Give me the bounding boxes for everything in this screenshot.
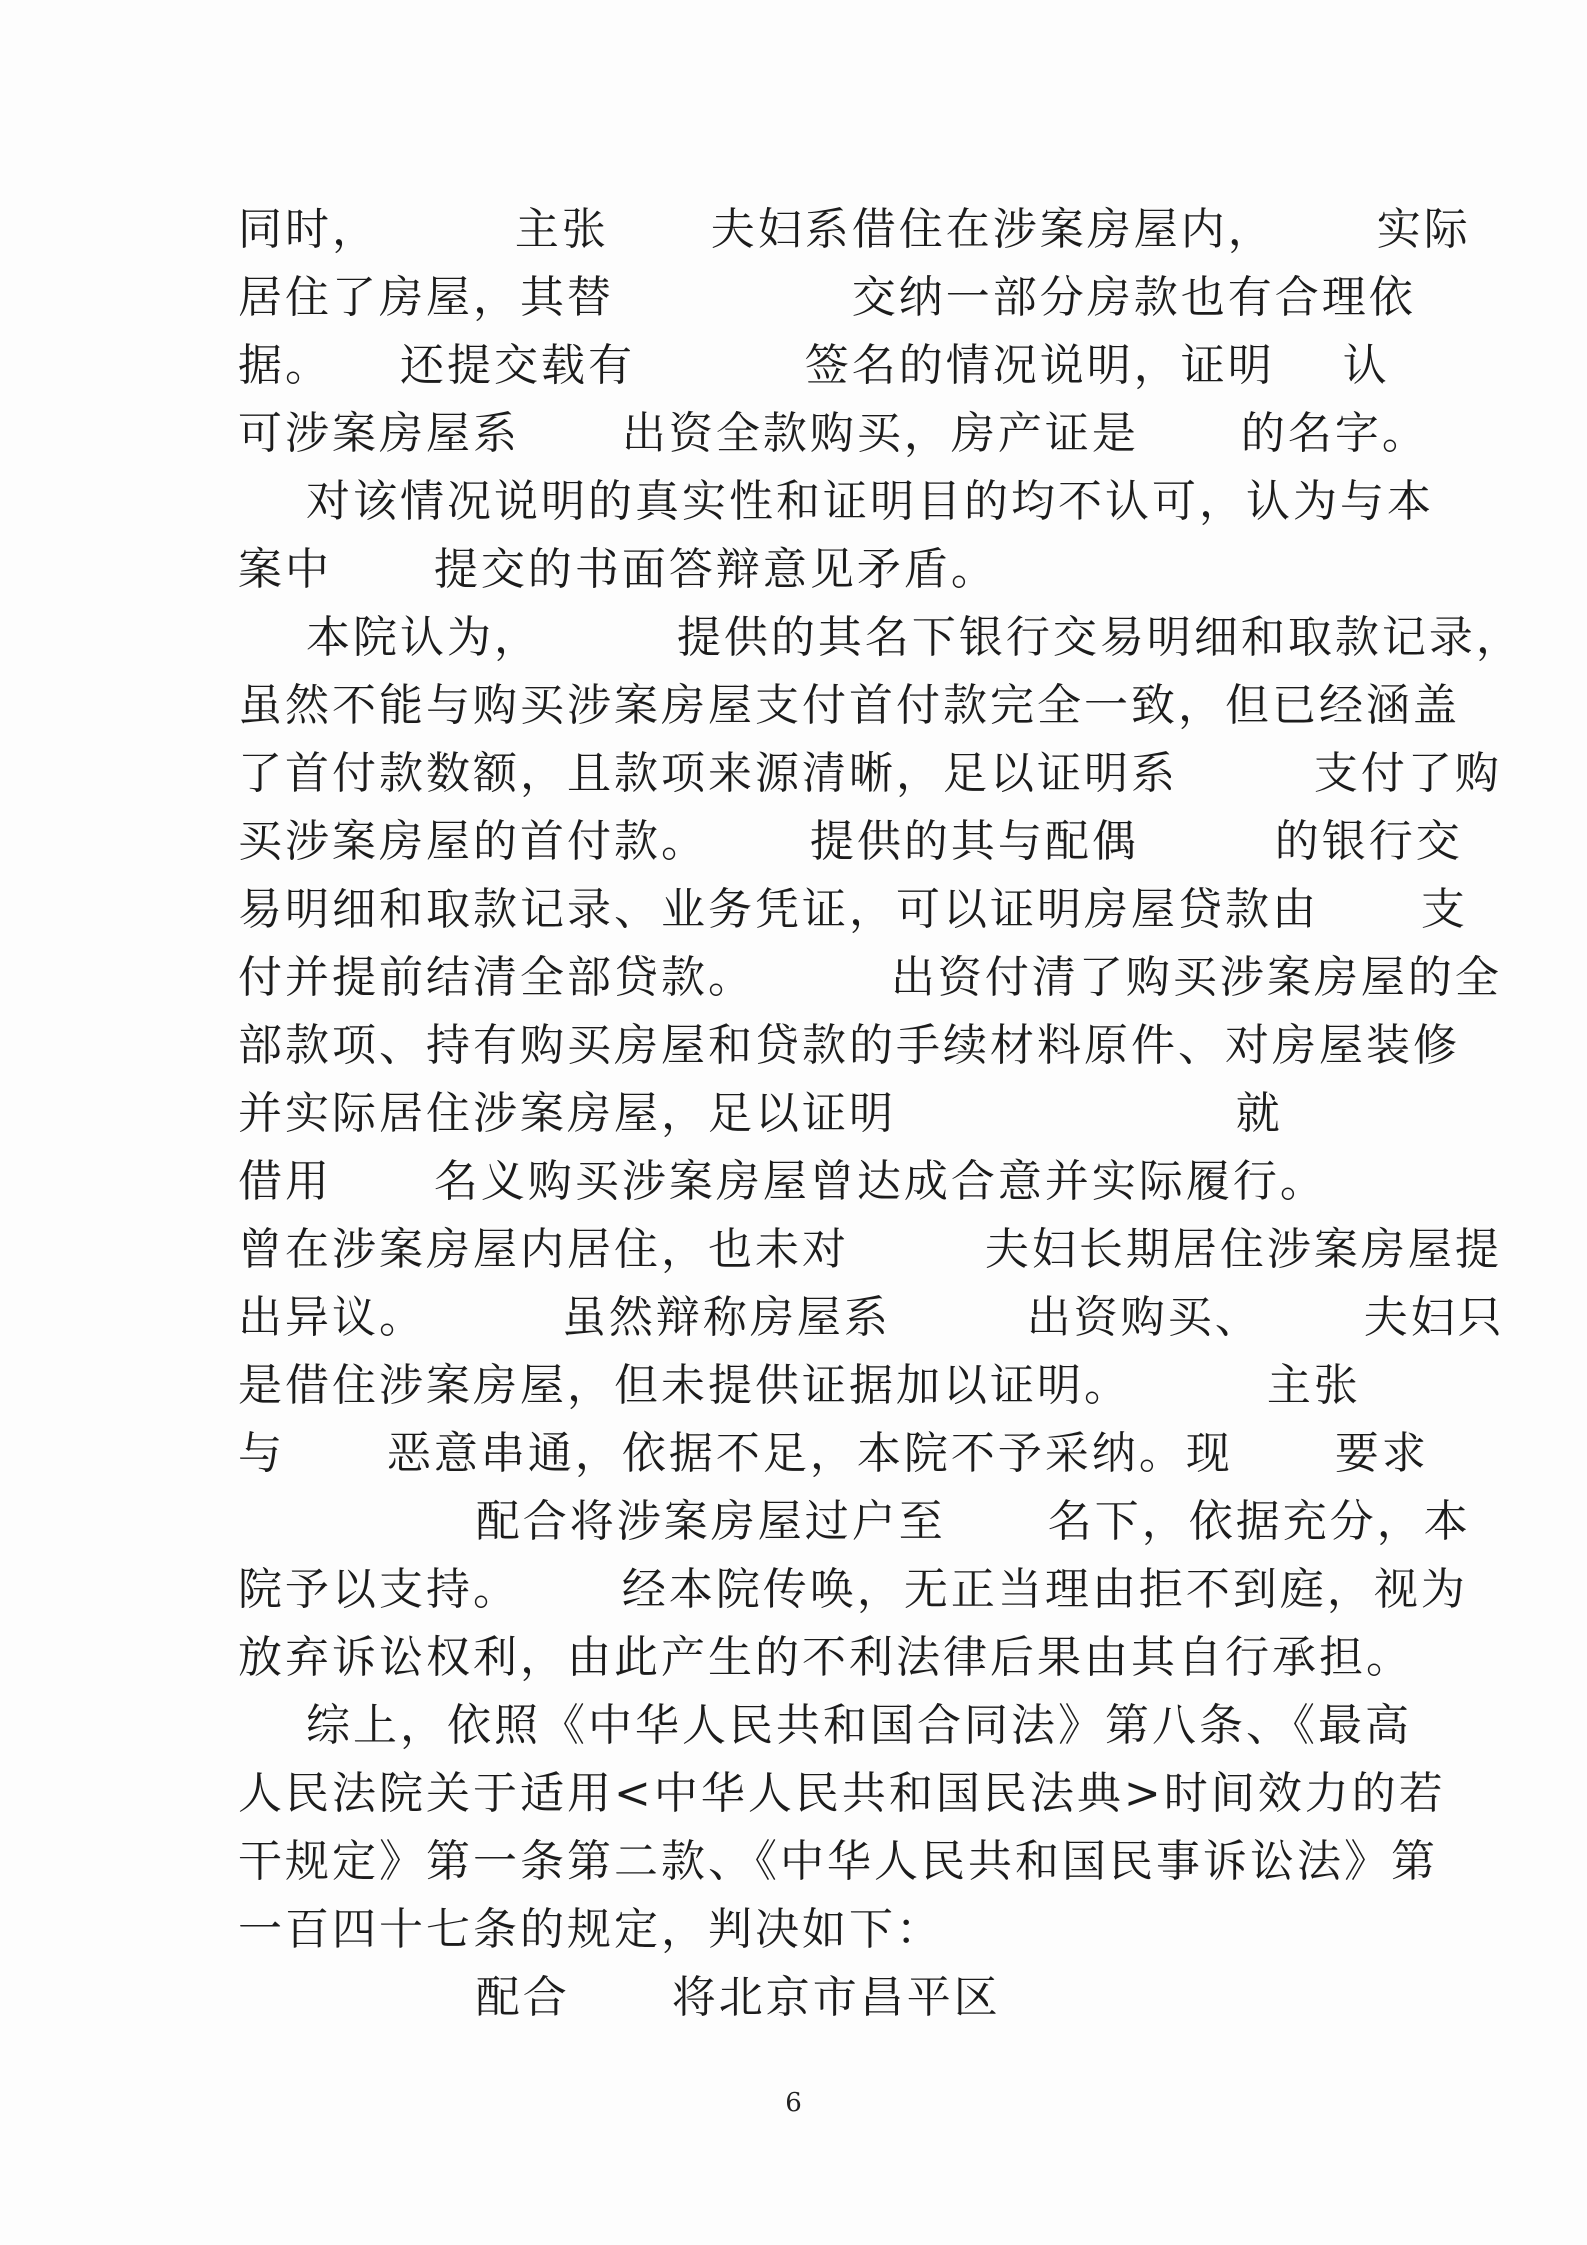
text-line: 与 恶意串通，依据不足，本院不予采纳。现 要求 [238,1428,1429,1479]
text-line: 同时， 主张 夫妇系借住在涉案房屋内， 实际 [238,204,1471,255]
text-line: 综上，依照《中华人民共和国合同法》第八条、《最高 [238,1700,1412,1751]
text-line: 据。 还提交载有 签名的情况说明，证明 认 [238,340,1390,391]
text-line: 院予以支持。 经本院传唤，无正当理由拒不到庭，视为 [238,1564,1468,1615]
text-line: 并实际居住涉案房屋，足以证明 就 [238,1088,1283,1139]
text-line: 一百四十七条的规定，判决如下： [238,1904,943,1955]
text-line: 易明细和取款记录、业务凭证，可以证明房屋贷款由 支 [238,884,1468,935]
text-line: 对该情况说明的真实性和证明目的均不认可，认为与本 [238,476,1434,527]
text-line: 虽然不能与购买涉案房屋支付首付款完全一致，但已经涵盖 [238,680,1460,731]
page-number: 6 [785,2088,802,2118]
text-line: 干规定》第一条第二款、《中华人民共和国民事诉讼法》第 [238,1836,1438,1887]
text-line: 付并提前结清全部贷款。 出资付清了购买涉案房屋的全 [238,952,1502,1003]
text-line: 借用 名义购买涉案房屋曾达成合意并实际履行。 [238,1156,1327,1207]
text-line: 本院认为， 提供的其名下银行交易明细和取款记录， [238,612,1523,663]
text-line: 了首付款数额，且款项来源清晰，足以证明系 支付了购 [238,748,1502,799]
text-line: 是借住涉案房屋，但未提供证据加以证明。 主张 [238,1360,1361,1411]
text-line: 放弃诉讼权利，由此产生的不利法律后果由其自行承担。 [238,1632,1413,1683]
text-line: 居住了房屋，其替 交纳一部分房款也有合理依 [238,272,1416,323]
text-line: 人民法院关于适用<中华人民共和国民法典>时间效力的若 [238,1768,1446,1819]
text-line: 案中 提交的书面答辩意见矛盾。 [238,544,998,595]
text-line: 配合 将北京市昌平区 [238,1972,1001,2023]
text-line: 买涉案房屋的首付款。 提供的其与配偶 的银行交 [238,816,1463,867]
text-line: 曾在涉案房屋内居住，也未对 夫妇长期居住涉案房屋提 [238,1224,1502,1275]
text-line: 部款项、持有购买房屋和贷款的手续材料原件、对房屋装修 [238,1020,1460,1071]
text-line: 出异议。 虽然辩称房屋系 出资购买、 夫妇只 [238,1292,1505,1343]
text-line: 配合将涉案房屋过户至 名下，依据充分，本 [238,1496,1471,1547]
text-line: 可涉案房屋系 出资全款购买，房产证是 的名字。 [238,408,1429,459]
